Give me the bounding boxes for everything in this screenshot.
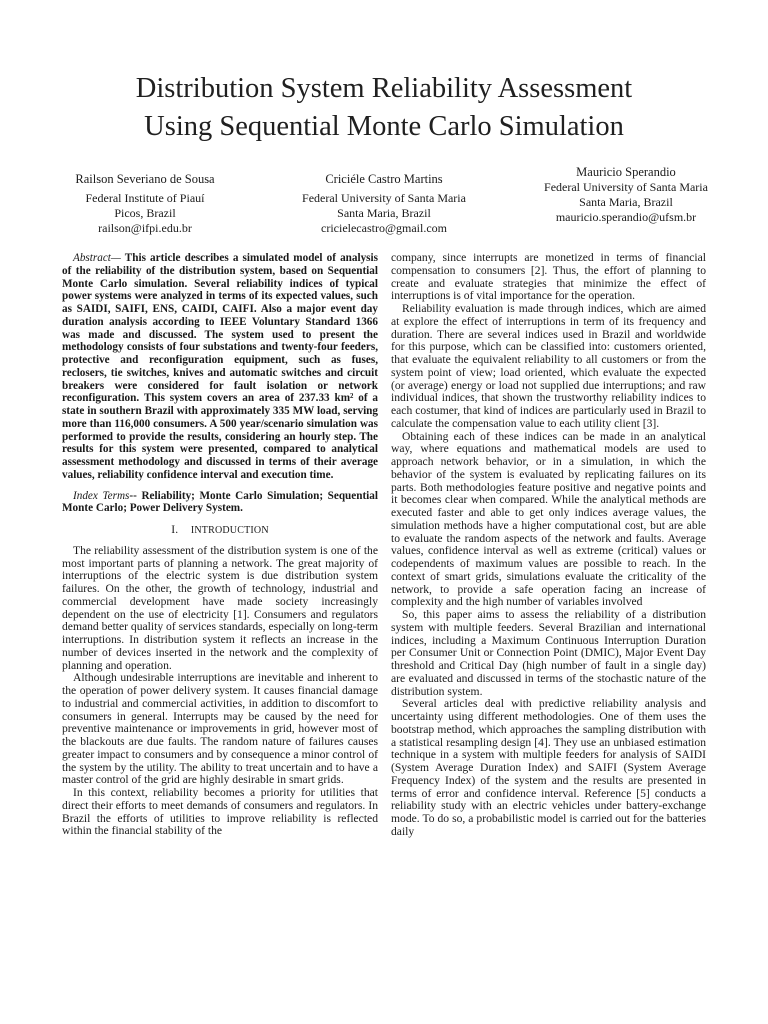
title-line-1: Distribution System Reliability Assessment [135,73,633,104]
author-name: Mauricio Sperandio [576,165,676,179]
author-affiliation: Federal University of Santa Maria [302,191,466,205]
abstract-text: This article describes a simulated model of analysis of the reliability of the distribution system, based on Sequential Monte Carlo simulation. Several reliability indices of typical power systems were analyzed in terms of its expected values, such as SAIDI, SAIFI, ENS, CAIDI, CAIFI. Also a major event day duration analysis according to IEEE Voluntary Standard 1366 was made and discussed. The system used to present the methodology consists of four substations and twenty-four feeders, protective and reconfiguration equipment, such as fuses, reclosers, tie switches, knives and automatic switches and circuit breakers were considered for fault isolation or network reconfiguration. This system covers an area of 237.33 km² of a state in southern Brazil with approximately 335 MW load, serving more than 116,000 consumers. A 500 year/scenario simulation was performed to provide the results, considering an hourly step. The results for this system were presented, compared to analytical assessment methodology and discussed in terms of their average values, reliability confidence interval and execution time. [62,252,378,481]
left-column [62,252,378,838]
abstract-label: Abstract— [73,252,121,264]
right-column [391,252,706,839]
index-terms-text: -- Reliability; Monte Carlo Simulation; Sequential Monte Carlo; Power Delivery System. [62,489,378,515]
section-heading [62,524,378,538]
author-affiliation: Federal Institute of Piauí [85,191,205,205]
author-location: Santa Maria, Brazil [579,195,673,209]
author-email: cricielecastro@gmail.com [321,221,447,235]
author-email: mauricio.sperandio@ufsm.br [555,210,697,224]
paragraph: The reliability assessment of the distribution system is one of the most important parts of planning a network. The great majority of interruptions of the electric system is due distribution system failures. On the other, the growth of technology, industrial and commercial development have made society increasingly dependent on the use of electricity [1]. Consumers and regulators demand better quality of services standards, especially on long-term interruptions. In distribution system it reflects an increase in the number of devices inserted in the network and the complexity of planning and operation. [62,543,378,672]
author-block-2 [278,172,490,236]
paragraph: Several articles deal with predictive reliability analysis and uncertainty using different methodologies. One of them uses the bootstrap method, which approaches the sampling distribution with a statistical resampling design [4]. They use an unbiased estimation technique in a system with multiple feeders for analysis of SAIDI (System Average Duration Index) and SAIFI (System Average Frequency Index) of the system and the results are presented in terms of error and confidence interval. Reference [5] conducts a reliability study with an electric vehicles under battery-exchange mode. To do so, a probabilistic model is carried out for the batteries daily [391,697,706,838]
author-block-3 [520,165,732,225]
author-name: Railson Severiano de Sousa [75,172,215,186]
author-affiliation: Federal University of Santa Maria [544,180,708,194]
index-terms-label: Index Terms [73,489,130,502]
paper-title [40,70,728,146]
paragraph: company, since interrupts are monetized in terms of financial compensation to consumers [2]. Thus, the effort of planning to create and evaluate strategies that minimize the effect of interruptions is of vital importance for the operation. [391,251,706,303]
author-location: Picos, Brazil [114,206,176,220]
abstract [62,252,378,482]
section-title: INTRODUCTION [190,525,269,536]
author-location: Santa Maria, Brazil [337,206,431,220]
paragraph: Obtaining each of these indices can be made in an analytical way, where equations and mathematical models are used to approach network behavior, or in a simulation, in which the behavior of the system is evaluated by replicating failures on its parts. Both methodologies feature positive and negative points and it becomes clear when compared. While the analytical methods are executed faster and able to get only indices average values, the simulation methods have a higher computational cost, but are able to evaluate the random aspects of the network and faults. Average values, confidence interval as well as extreme (critical) values or codependents of maximum values are possible to reach. In the context of smart grids, simulations evaluate the criticality of the network, to provide a safe operation facing an increase of complexity and the high number of variables involved [391,429,706,609]
author-block-1 [40,172,250,236]
paragraph: Although undesirable interruptions are inevitable and inherent to the operation of power delivery system. It causes financial damage to industrial and commercial activities, in addition to discomfort to consumers in general. Interrupts may be caused by the need for preventive maintenance or improvements in grid, however most of the blackouts are due faults. The random nature of failures causes greater impact to consumers and by consequence a minor control of the system by the utility. The ability to treat uncertain and to have a master control of the grid are highly desirable in smart grids. [62,671,378,787]
section-number: I. [171,523,179,536]
paragraph: In this context, reliability becomes a priority for utilities that direct their efforts to meet demands of consumers and regulators. In Brazil the efforts of utilities to improve reliability is reflected within the financial stability of the [62,786,378,838]
author-email: railson@ifpi.edu.br [98,221,192,235]
paragraph: Reliability evaluation is made through indices, which are aimed at explore the effect of interruptions in term of its frequency and duration. There are several indices used in Brazil and worldwide for this purpose, which can be classified into: customers oriented, that evaluate the equivalent reliability to all customers or from the system point of view; load oriented, which evaluate the expected (or average) energy or load not supplied due interruptions; and raw individual indices, that shown the trustworthy reliability indices to each costumer, that kind of indices are particularly used in Brazil to calculate the compensation value to each utility client [3]. [391,302,706,430]
author-name: Criciéle Castro Martins [325,172,443,186]
index-terms [62,490,378,516]
paragraph: So, this paper aims to assess the reliability of a distribution system with multiple feeders. Several Brazilian and international indices, including a Maximum Continuous Interruption Duration per Consumer Unit or Connection Point (DMIC), Major Event Day threshold and Critical Day (high number of fault in a single day) are evaluated and discussed in terms of the stochastic nature of the distribution system. [391,608,706,698]
title-line-2: Using Sequential Monte Carlo Simulation [144,111,624,142]
